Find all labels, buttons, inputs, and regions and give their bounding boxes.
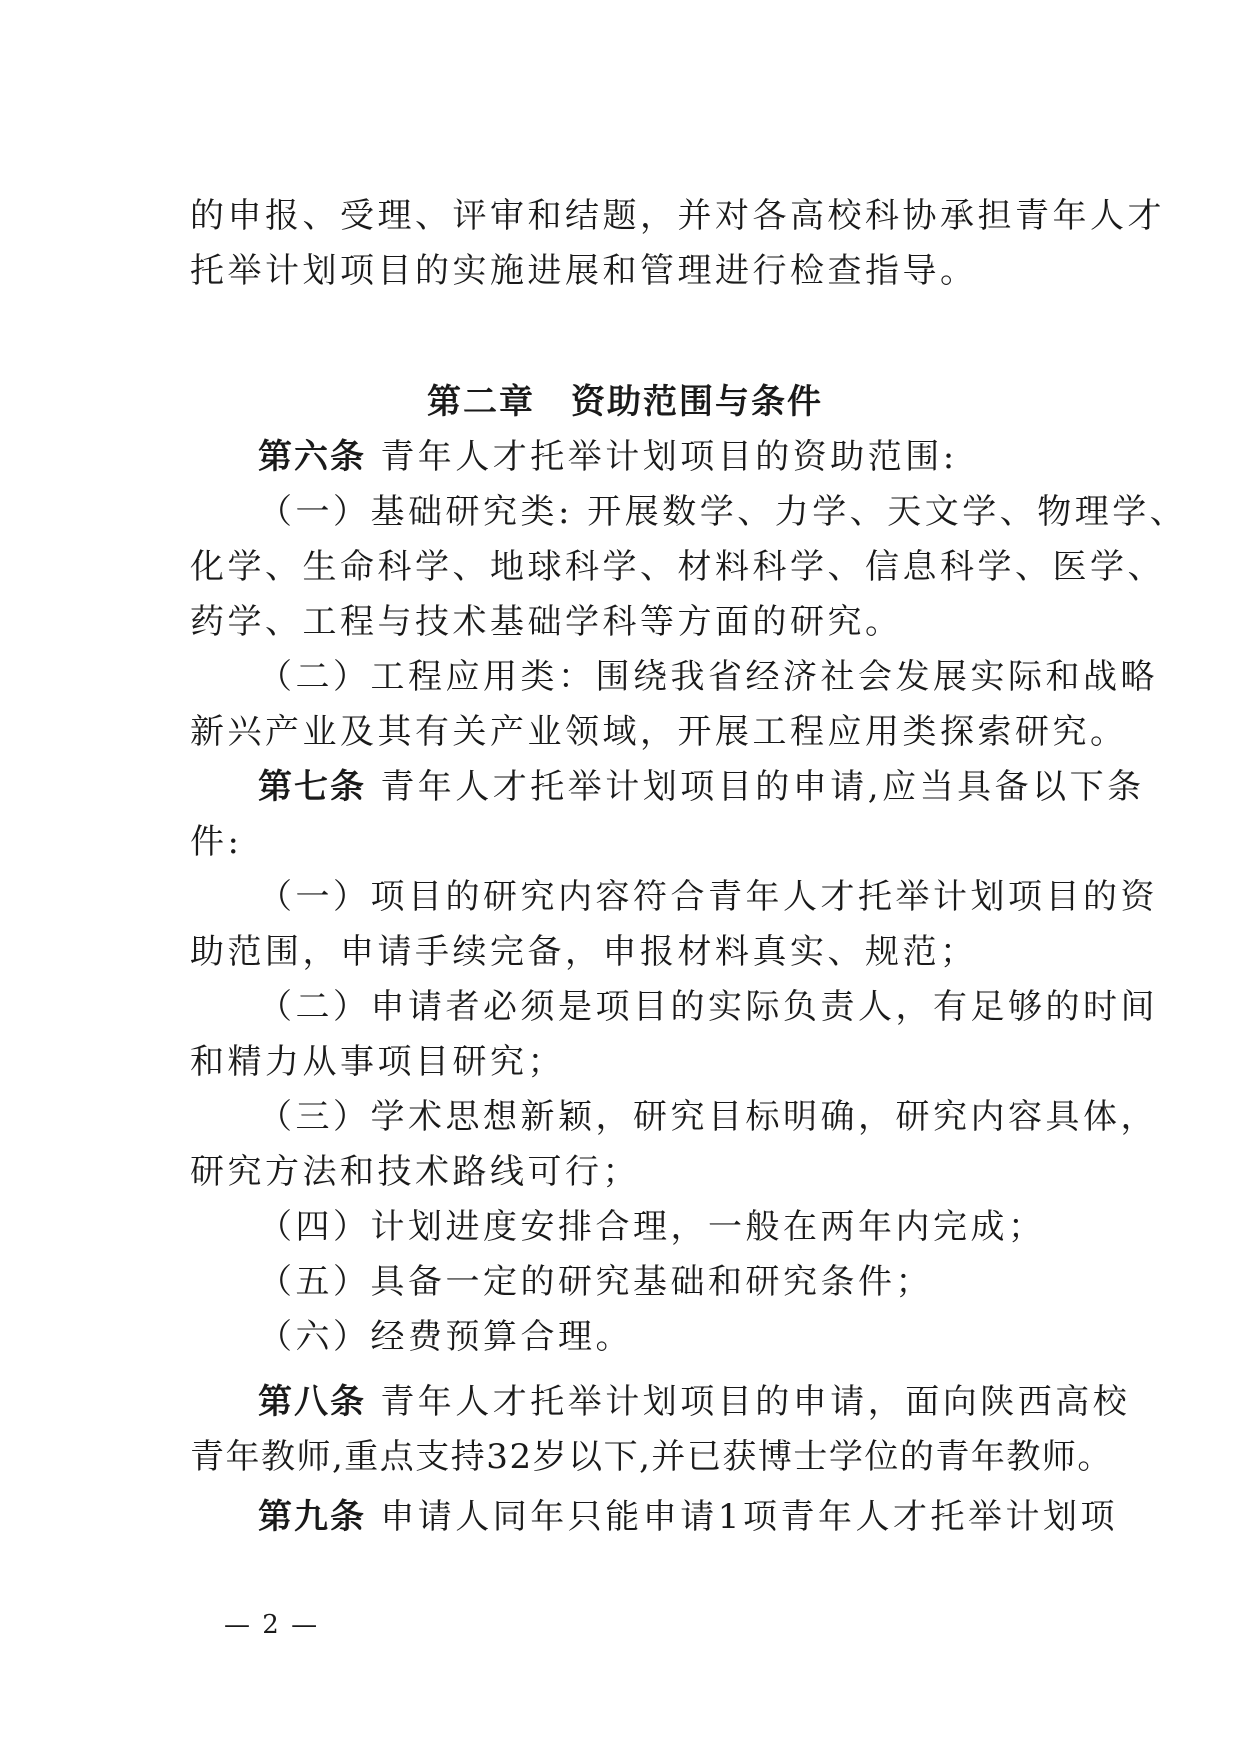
page-number: — 2 — [224,1610,320,1640]
article-9-text: 申请人同年只能申请1项青年人才托举计划项 [380,1497,1118,1537]
paragraph-line: 青年教师,重点支持32岁以下,并已获博士学位的青年教师。 [190,1437,1113,1477]
article-7-heading [258,767,1145,807]
article-6-text: 青年人才托举计划项目的资助范围: [380,437,958,477]
paragraph-line: 和精力从事项目研究； [190,1042,565,1082]
paragraph-line: （三）学术思想新颖，研究目标明确，研究内容具体， [258,1097,1158,1137]
paragraph-line: 新兴产业及其有关产业领域，开展工程应用类探索研究。 [190,712,1128,752]
article-8-text: 青年人才托举计划项目的申请，面向陕西高校 [380,1382,1131,1422]
paragraph-line: （五）具备一定的研究基础和研究条件； [258,1262,933,1302]
article-9-heading [258,1497,1128,1537]
article-8-heading [258,1382,1131,1422]
article-7-text: 青年人才托举计划项目的申请,应当具备以下条 [380,767,1145,807]
article-8-label: 第八条 [258,1382,366,1422]
paragraph-line: （二）申请者必须是项目的实际负责人，有足够的时间 [258,987,1158,1027]
paragraph-line: 化学、生命科学、地球科学、材料科学、信息科学、医学、 [190,547,1165,587]
paragraph-line: 托举计划项目的实施进展和管理进行检查指导。 [190,251,978,291]
article-9-label: 第九条 [258,1497,366,1537]
paragraph-line: 件: [190,822,243,862]
paragraph-line: 助范围，申请手续完备，申报材料真实、规范； [190,932,978,972]
article-6-label: 第六条 [258,437,366,477]
paragraph-line: 研究方法和技术路线可行； [190,1152,640,1192]
article-7-label: 第七条 [258,767,366,807]
article-6-heading [258,437,1128,477]
paragraph-line: （四）计划进度安排合理，一般在两年内完成； [258,1207,1046,1247]
chapter-title: 第二章 资助范围与条件 [427,382,823,422]
paragraph-line: （六）经费预算合理。 [258,1317,633,1357]
paragraph-line: （一）基础研究类: 开展数学、力学、天文学、物理学、 [258,492,1188,532]
paragraph-line: （一）项目的研究内容符合青年人才托举计划项目的资 [258,877,1158,917]
paragraph-line: 的申报、受理、评审和结题，并对各高校科协承担青年人才 [190,196,1165,236]
paragraph-line: （二）工程应用类：围绕我省经济社会发展实际和战略 [258,657,1158,697]
paragraph-line: 药学、工程与技术基础学科等方面的研究。 [190,602,903,642]
